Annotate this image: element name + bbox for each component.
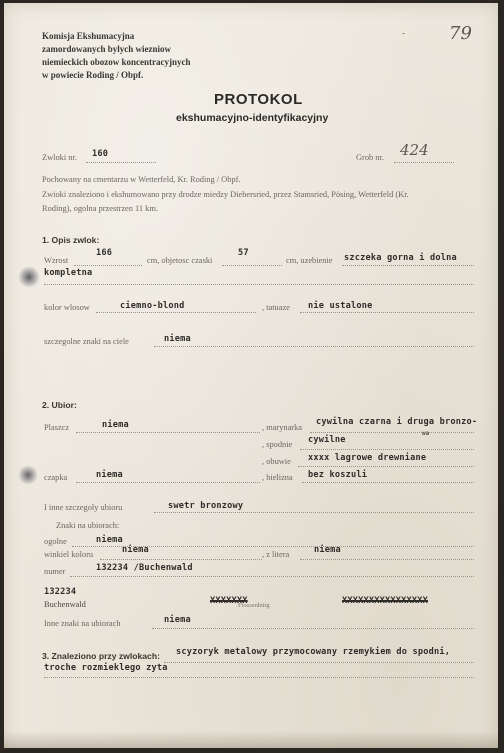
numer-label: numer xyxy=(44,567,66,576)
czapka-value: niema xyxy=(96,470,123,480)
inne-ubior-label: I inne szczegoly ubioru xyxy=(44,503,123,512)
uzebienie-value: szczeka gorna i dolna xyxy=(344,253,457,263)
document-subtitle: ekshumacyjno-identyfikacyjny xyxy=(176,112,329,124)
czapka-line xyxy=(76,482,260,483)
uzebienie-line xyxy=(342,265,474,266)
zwloki-label: Zwloki nr. xyxy=(42,153,77,162)
grob-label: Grob nr. xyxy=(356,153,384,162)
uzebienie-value-2: kompletna xyxy=(44,268,93,278)
section-1-title-text: 1. Opis zwlok: xyxy=(42,235,100,245)
numer-line xyxy=(70,576,474,577)
numer-2-label: Buchenwald xyxy=(44,600,86,609)
section-3-value-2: troche rozmieklego zyta xyxy=(44,663,168,673)
bielizna-value: bez koszuli xyxy=(308,470,368,480)
grob-line xyxy=(394,162,454,163)
kolor-label: kolor wlosow xyxy=(44,303,90,312)
zwloki-line xyxy=(86,162,156,163)
bottom-edge-shading xyxy=(4,731,498,748)
document-title: PROTOKOL xyxy=(214,91,303,108)
znaleziono-line-1: Zwioki znaleziono i ekshumowano przy drodze miedzy Diebersried, przez Stamsried, Pösing, Wetterfeld (Kr. xyxy=(42,190,409,199)
numer-value: 132234 /Buchenwald xyxy=(96,563,193,573)
section-2-title-text: 2. Ubior: xyxy=(42,400,77,410)
section-1-title xyxy=(42,235,99,245)
section-3-line-1 xyxy=(164,662,474,663)
wzrost-value: 166 xyxy=(96,248,113,258)
pochowany-text: Pochowany na cmentarzu w Wetterfeld, Kr. Roding / Obpf. xyxy=(42,175,241,184)
section-2-title xyxy=(42,400,77,410)
czaski-line xyxy=(222,265,282,266)
spodnie-label: , spodnie xyxy=(262,440,293,449)
marynarka-overtype: wa xyxy=(422,430,430,437)
obuwie-label: , obuwie xyxy=(262,457,291,466)
litera-label: , z litera xyxy=(262,550,290,559)
spodnie-value: cywilne xyxy=(308,435,346,445)
header-line-1: Komisja Ekshumacyjna xyxy=(42,31,135,41)
strike-2-value: XXXXXXXXXXXXXXXX xyxy=(342,596,428,606)
header-line-2: zamordowanych bylych wiezniow xyxy=(42,44,171,54)
czapka-label: czapka xyxy=(44,473,68,482)
inne-ubior-line xyxy=(154,512,474,513)
strike-1-value: XXXXXXX xyxy=(210,596,248,606)
numer-2-value: 132234 xyxy=(44,587,77,597)
plaszcz-line xyxy=(76,432,260,433)
ink-smudge-2 xyxy=(18,465,38,485)
czaski-value: 57 xyxy=(238,248,249,258)
section-3-title xyxy=(42,651,160,661)
znaleziono-line-2: Roding), ogolna przestrzen 11 km. xyxy=(42,204,158,213)
page-number: 79 xyxy=(449,23,472,44)
spodnie-line xyxy=(300,449,474,450)
kolor-value: ciemno-blond xyxy=(120,301,185,311)
ink-smudge xyxy=(18,266,40,288)
czaski-label: cm, objetosc czaski xyxy=(147,256,213,265)
winkiel-value: niema xyxy=(122,545,149,555)
inne-ubior-value: swetr bronzowy xyxy=(168,501,244,511)
marynarka-value: cywilna czarna i druga bronzo- xyxy=(316,417,478,427)
inne-znaki-line xyxy=(152,628,474,629)
grob-value: 424 xyxy=(400,141,429,159)
strike-1-label: Flossenbürg xyxy=(238,602,270,609)
litera-value: niema xyxy=(314,545,341,555)
tatuaze-value: nie ustalone xyxy=(308,301,373,311)
ogolne-label: ogolne xyxy=(44,537,67,546)
winkiel-label: winkiel koloru xyxy=(44,550,94,559)
header-line-4: w powiecie Roding / Obpf. xyxy=(42,70,144,80)
inne-znaki-label: Inne znaki na ubiorach xyxy=(44,619,121,628)
marynarka-label: , marynarka xyxy=(262,423,302,432)
document-page xyxy=(4,3,498,748)
tatuaze-label: , tatuaze xyxy=(262,303,290,312)
ogolne-value: niema xyxy=(96,535,123,545)
section-3-line-2 xyxy=(44,677,474,678)
tatuaze-line xyxy=(300,312,474,313)
marynarka-line xyxy=(310,432,474,433)
section-3-value-1: scyzoryk metalowy przymocowany rzemykiem do spodni, xyxy=(176,647,451,657)
wzrost-label: Wzrost xyxy=(44,256,69,265)
wzrost-line xyxy=(74,265,142,266)
top-dash: - xyxy=(402,29,406,39)
section-3-title-text: 3. Znaleziono przy zwlokach: xyxy=(42,651,160,661)
zwloki-value: 160 xyxy=(92,149,109,159)
inne-znaki-value: niema xyxy=(164,615,191,625)
bielizna-line xyxy=(302,482,474,483)
znaki-value: niema xyxy=(164,334,191,344)
obuwie-value: xxxx lagrowe drewniane xyxy=(308,453,427,463)
kolor-line xyxy=(96,312,256,313)
winkiel-line xyxy=(100,559,262,560)
plaszcz-label: Plaszcz xyxy=(44,423,70,432)
litera-line xyxy=(300,559,474,560)
znaki-label: szczegolne znaki na ciele xyxy=(44,337,129,346)
znaki-ubiorach-label: Znaki na ubiorach: xyxy=(56,521,120,530)
header-line-3: niemieckich obozow koncentracyjnych xyxy=(42,57,191,67)
plaszcz-value: niema xyxy=(102,420,129,430)
bielizna-label: , bielizna xyxy=(262,473,293,482)
znaki-line xyxy=(154,346,474,347)
uzebienie-line-2 xyxy=(44,284,474,285)
uzebienie-label: cm, uzebienie xyxy=(286,256,333,265)
obuwie-line xyxy=(298,466,474,467)
